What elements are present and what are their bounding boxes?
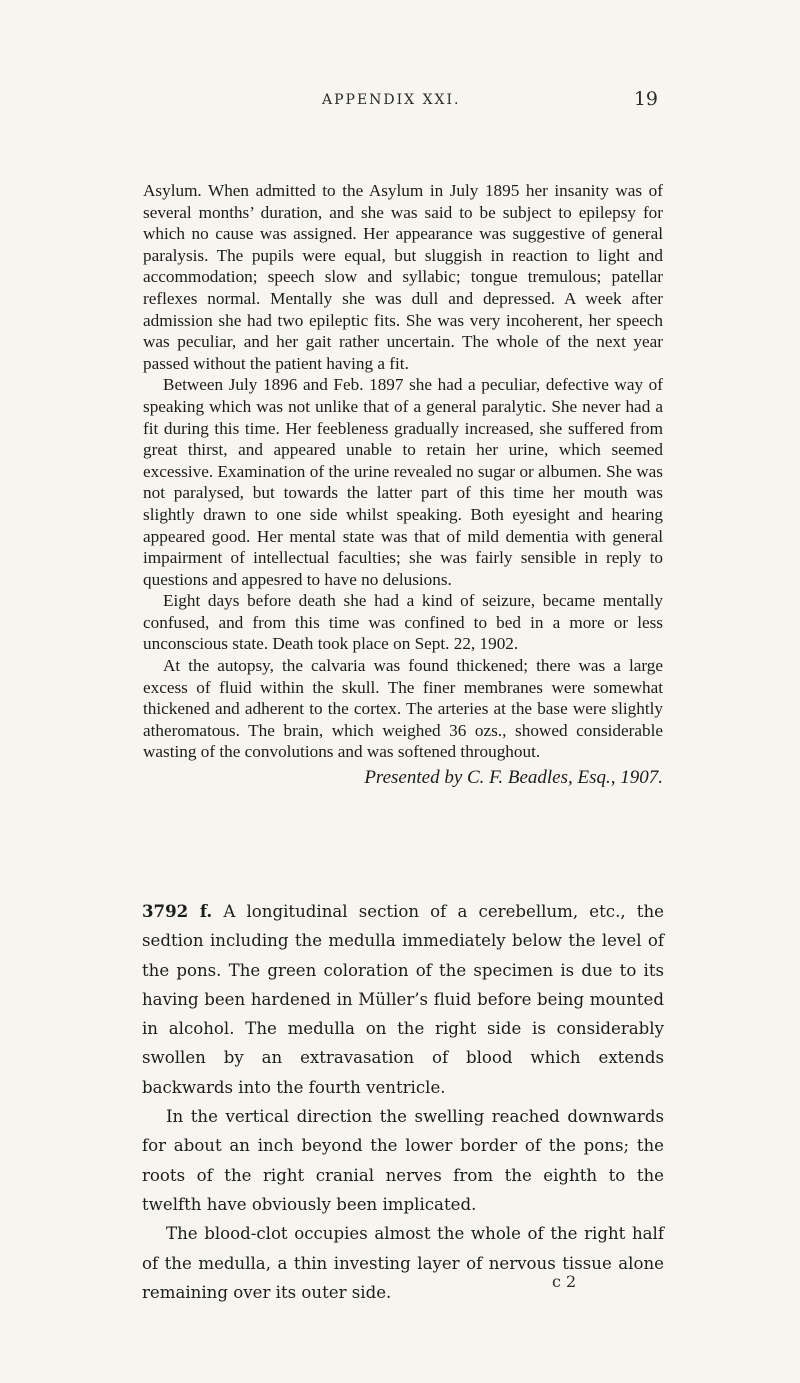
signature-mark: c 2 bbox=[552, 1272, 577, 1291]
page-header bbox=[0, 88, 800, 114]
case-paragraph-4: At the autopsy, the calvaria was found thickened; there was a large excess of fluid within the skull. The finer membranes were somewhat thickened and adherent to the cortex. The arteries at the base were slightly atheromatous. The brain, which weighed 36 ozs., showed considerable wasting of the convolutions and was softened throughout. bbox=[143, 656, 663, 762]
entry-paragraph-3: The blood-clot occupies almost the whole of the right half of the medulla, a thin investing layer of nervous tissue alone remaining over its outer side. bbox=[142, 1224, 664, 1302]
entry-text-1: A longitudinal section of a cerebellum, etc., the sedtion including the medulla immediately below the level of the pons. The green coloration of the specimen is due to its having been hardened in Müller’s fluid before being mounted in alcohol. The medulla on the right side is considerably swollen by an extravasation of blood which extends backwards into the fourth ventricle. bbox=[142, 902, 664, 1097]
attribution: Presented by C. F. Beadles, Esq., 1907. bbox=[364, 767, 663, 789]
entry-number: 3792 f. bbox=[142, 901, 213, 921]
case-paragraph-1: Asylum. When admitted to the Asylum in July 1895 her insanity was of several months’ duration, and she was said to be subject to epilepsy for which no cause was assigned. Her appearance was suggestive of general paralysis. The pupils were equal, but sluggish in reaction to light and accommodation; speech slow and syllabic; tongue tremulous; patellar reflexes normal. Mentally she was dull and depressed. A week after admission she had two epileptic fits. She was very incoherent, her speech was peculiar, and her gait rather uncertain. The whole of the next year passed without the patient having a fit. bbox=[143, 181, 663, 373]
case-paragraph-2: Between July 1896 and Feb. 1897 she had a peculiar, defective way of speaking which was not unlike that of a general paralytic. She never had a fit during this time. Her feebleness gradually increased, she suffered from great thirst, and appeared unable to retain her urine, which seemed excessive. Examination of the urine revealed no sugar or albumen. She was not paralysed, but towards the latter part of this time her mouth was slightly drawn to one side whilst speaking. Both eyesight and hearing appeared good. Her mental state was that of mild dementia with general impairment of intellectual faculties; she was fairly sensible in reply to questions and appesred to have no delusions. bbox=[143, 375, 663, 589]
running-head: APPENDIX XXI. bbox=[322, 92, 461, 108]
case-history-text bbox=[143, 180, 663, 789]
case-paragraph-3: Eight days before death she had a kind of seizure, became mentally confused, and from this time was confined to bed in a more or less unconscious state. Death took place on Sept. 22, 1902. bbox=[143, 591, 663, 654]
entry-paragraph-2: In the vertical direction the swelling reached downwards for about an inch beyond the lower border of the pons; the roots of the right cranial nerves from the eighth to the twelfth have obviously been implicated. bbox=[142, 1107, 664, 1214]
specimen-entry bbox=[142, 897, 664, 1307]
entry-paragraph-1 bbox=[142, 897, 664, 1102]
page-number: 19 bbox=[633, 88, 658, 110]
